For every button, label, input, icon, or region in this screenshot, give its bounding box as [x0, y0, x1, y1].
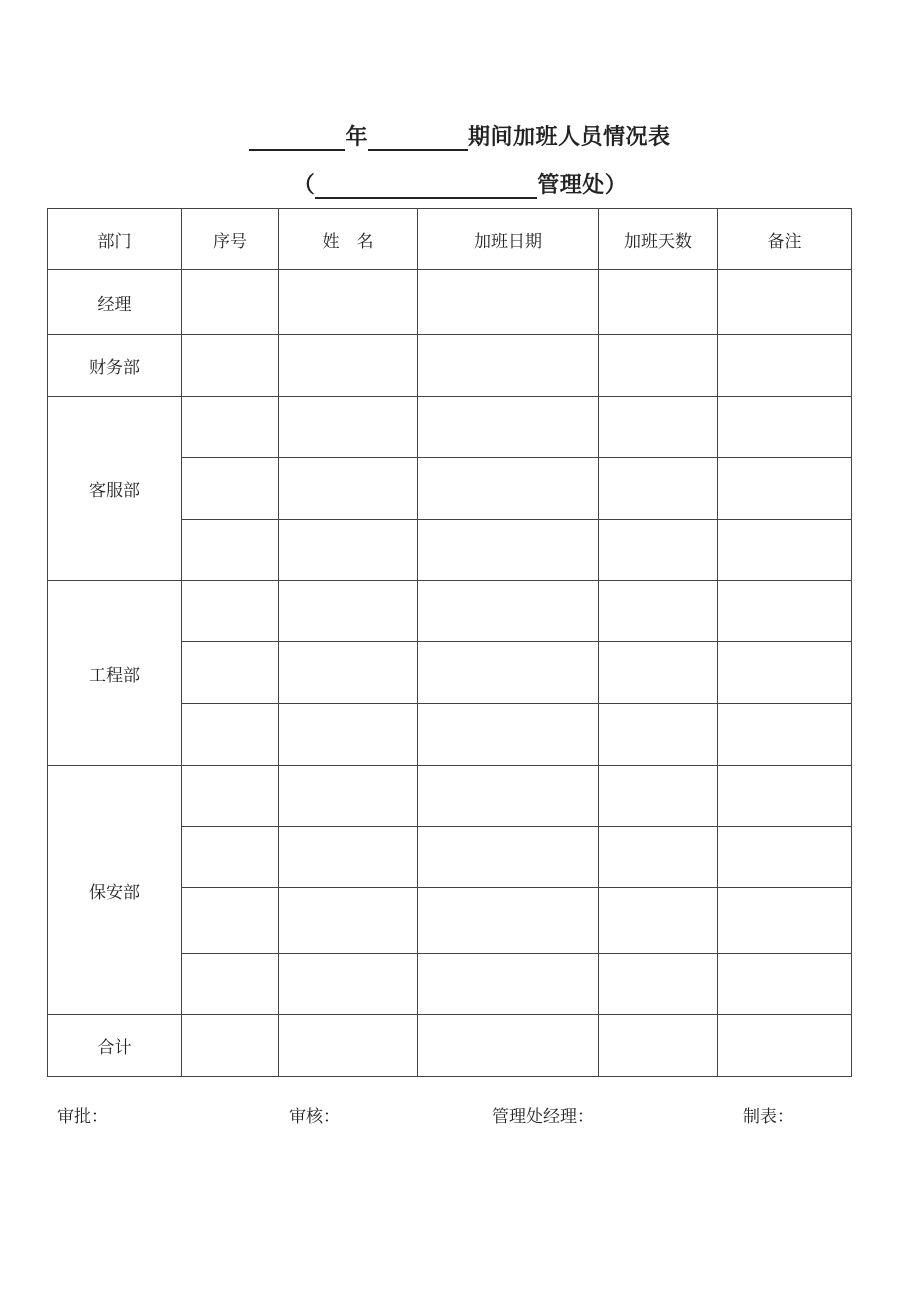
cell[interactable] [718, 270, 852, 335]
manager-label: 管理处经理： [492, 1107, 594, 1127]
cell[interactable] [279, 766, 418, 827]
cell[interactable] [599, 704, 718, 766]
subtitle-open-paren: （ [292, 173, 316, 198]
header-date: 加班日期 [418, 209, 599, 270]
cell[interactable] [718, 704, 852, 766]
cell[interactable] [418, 458, 599, 520]
cell[interactable] [279, 827, 418, 888]
cell[interactable] [182, 954, 279, 1015]
header-days: 加班天数 [599, 209, 718, 270]
cell[interactable] [418, 335, 599, 397]
cell[interactable] [182, 397, 279, 458]
cell[interactable] [418, 397, 599, 458]
cell[interactable] [418, 888, 599, 954]
cell[interactable] [599, 1015, 718, 1077]
cell[interactable] [418, 954, 599, 1015]
office-name-blank[interactable] [315, 175, 537, 199]
table-row [48, 581, 852, 642]
cell[interactable] [718, 520, 852, 581]
cell[interactable] [279, 335, 418, 397]
cell[interactable] [418, 520, 599, 581]
cell[interactable] [279, 704, 418, 766]
period-blank[interactable] [368, 127, 468, 151]
cell[interactable] [718, 827, 852, 888]
cell[interactable] [718, 766, 852, 827]
table-row [48, 766, 852, 827]
cell[interactable] [279, 270, 418, 335]
table-row [48, 335, 852, 397]
cell[interactable] [599, 335, 718, 397]
cell[interactable] [182, 581, 279, 642]
total-label: 合计 [48, 1015, 182, 1077]
header-row [48, 209, 852, 270]
header-seq: 序号 [182, 209, 279, 270]
cell[interactable] [418, 642, 599, 704]
cell[interactable] [182, 335, 279, 397]
title-main: 期间加班人员情况表 [468, 125, 671, 150]
cell[interactable] [718, 642, 852, 704]
cell[interactable] [279, 520, 418, 581]
cell[interactable] [182, 827, 279, 888]
cell[interactable] [279, 1015, 418, 1077]
dept-customer-service: 客服部 [48, 397, 182, 581]
cell[interactable] [599, 581, 718, 642]
dept-security: 保安部 [48, 766, 182, 1015]
year-blank[interactable] [249, 127, 345, 151]
cell[interactable] [599, 766, 718, 827]
cell[interactable] [718, 458, 852, 520]
header-remarks: 备注 [718, 209, 852, 270]
cell[interactable] [279, 397, 418, 458]
cell[interactable] [418, 827, 599, 888]
cell[interactable] [599, 954, 718, 1015]
cell[interactable] [718, 397, 852, 458]
year-suffix: 年 [345, 125, 368, 150]
table-row [48, 397, 852, 458]
cell[interactable] [718, 581, 852, 642]
cell[interactable] [279, 458, 418, 520]
form-title [0, 120, 920, 151]
form-subtitle [0, 168, 920, 199]
overtime-table [47, 208, 852, 1077]
cell[interactable] [718, 335, 852, 397]
cell[interactable] [599, 397, 718, 458]
cell[interactable] [418, 270, 599, 335]
cell[interactable] [718, 954, 852, 1015]
cell[interactable] [418, 1015, 599, 1077]
cell[interactable] [599, 458, 718, 520]
cell[interactable] [182, 458, 279, 520]
cell[interactable] [418, 704, 599, 766]
subtitle-office: 管理处） [537, 173, 628, 198]
cell[interactable] [718, 1015, 852, 1077]
cell[interactable] [182, 642, 279, 704]
cell[interactable] [182, 270, 279, 335]
cell[interactable] [599, 888, 718, 954]
cell[interactable] [279, 642, 418, 704]
cell[interactable] [599, 520, 718, 581]
review-label: 审核： [289, 1107, 340, 1127]
cell[interactable] [418, 766, 599, 827]
cell[interactable] [182, 1015, 279, 1077]
prepared-by-label: 制表： [743, 1107, 794, 1127]
total-row [48, 1015, 852, 1077]
signature-footer [0, 1102, 920, 1126]
cell[interactable] [182, 766, 279, 827]
cell[interactable] [599, 642, 718, 704]
table-row [48, 270, 852, 335]
dept-finance: 财务部 [48, 335, 182, 397]
header-department: 部门 [48, 209, 182, 270]
cell[interactable] [599, 270, 718, 335]
dept-manager: 经理 [48, 270, 182, 335]
cell[interactable] [279, 581, 418, 642]
cell[interactable] [182, 704, 279, 766]
approve-label: 审批： [57, 1107, 108, 1127]
cell[interactable] [182, 888, 279, 954]
dept-engineering: 工程部 [48, 581, 182, 766]
header-name: 姓 名 [279, 209, 418, 270]
cell[interactable] [418, 581, 599, 642]
cell[interactable] [279, 888, 418, 954]
cell[interactable] [279, 954, 418, 1015]
cell[interactable] [182, 520, 279, 581]
cell[interactable] [599, 827, 718, 888]
cell[interactable] [718, 888, 852, 954]
